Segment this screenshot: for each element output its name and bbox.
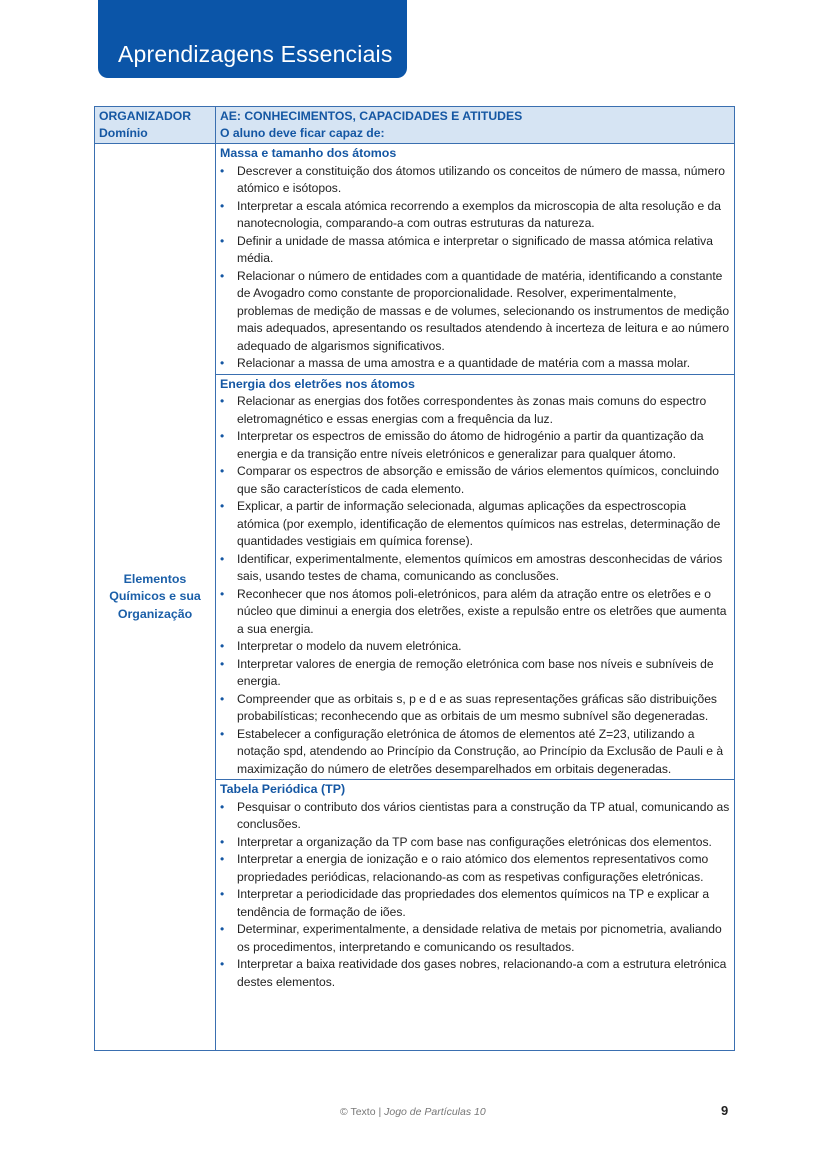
list-item: • Relacionar a massa de uma amostra e a quantidade de matéria com a massa molar. <box>220 355 730 373</box>
header-banner <box>98 0 407 78</box>
section-title: Tabela Periódica (TP) <box>220 782 346 796</box>
bullet-icon: • <box>220 957 225 971</box>
bullet-icon: • <box>220 499 225 513</box>
bullet-icon: • <box>220 356 225 370</box>
list-item: • Descrever a constituição dos átomos utilizando os conceitos de número de massa, número atómico e isótopos. <box>220 163 726 195</box>
bullet-icon: • <box>220 163 225 178</box>
bullet-icon: • <box>220 586 225 601</box>
section-title: Energia dos eletrões nos átomos <box>220 376 415 391</box>
list-item: • Interpretar a energia de ionização e o raio atómico dos elementos representativos como propriedades periódicas, relacionando-as com as respetivas configurações eletrónicas. <box>220 852 709 884</box>
learning-outcomes-table <box>94 106 735 1051</box>
list-item: • Definir a unidade de massa atómica e interpretar o significado de massa atómica relativa média. <box>220 233 713 265</box>
header-organizer: ORGANIZADOR Domínio <box>95 107 216 144</box>
bullet-icon: • <box>220 639 225 653</box>
list-item: • Interpretar a organização da TP com base nas configurações eletrónicas dos elementos. <box>220 834 730 852</box>
bullet-icon: • <box>220 464 225 478</box>
list-item: • Interpretar a escala atómica recorrendo a exemplos da microscopia de alta resolução e da nanotecnologia, comparando-a com outras estruturas da natureza. <box>220 198 722 230</box>
bullet-icon: • <box>220 887 225 901</box>
list-item: • Interpretar os espectros de emissão do átomo de hidrogénio a partir da quantização da energia e da transição entre níveis eletrónicos e generalizar para qualquer átomo. <box>220 429 704 461</box>
bullet-icon: • <box>220 726 225 741</box>
header-ae: AE: CONHECIMENTOS, CAPACIDADES E ATITUDES O aluno deve ficar capaz de: <box>216 107 735 144</box>
list-item: • Relacionar o número de entidades com a quantidade de matéria, identificando a constante de Avogadro como constante de proporcionalidade. Resolver, experimentalmente, problemas de medição de massas e de volumes, selecionando os instrumentos de medição mais adequados, apresentando os resultados atendendo à incerteza de leitura e ao número adequado de algarismos significativos. <box>220 268 730 353</box>
footer-credit: © Texto | Jogo de Partículas 10 <box>340 1106 486 1118</box>
list-item: • Comparar os espectros de absorção e emissão de vários elementos químicos, concluindo que são característicos de cada elemento. <box>220 464 719 496</box>
bullet-icon: • <box>220 799 225 814</box>
bullet-icon: • <box>220 656 225 671</box>
table-header-row <box>95 107 735 144</box>
list-item: • Determinar, experimentalmente, a densidade relativa de metais por picnometria, avaliando os procedimentos, interpretando e comunicando os resultados. <box>220 922 722 954</box>
book-title: Jogo de Partículas 10 <box>384 1106 486 1118</box>
list-item: • Relacionar as energias dos fotões correspondentes às zonas mais comuns do espectro eletromagnético e essas energias com a frequência da luz. <box>220 394 707 426</box>
bullet-icon: • <box>220 429 225 443</box>
list-item: • Compreender que as orbitais s, p e d e as suas representações gráficas são distribuições probabilísticas; reconhecendo que as orbitais de um mesmo subnível são degeneradas. <box>220 691 717 723</box>
domain-cell: Elementos Químicos e sua Organização <box>95 144 216 1051</box>
bullet-icon: • <box>220 852 225 866</box>
banner-title: Aprendizagens Essenciais <box>118 41 393 67</box>
bullet-icon: • <box>220 834 225 849</box>
bullet-icon: • <box>220 394 225 408</box>
bullet-icon: • <box>220 691 225 706</box>
list-item: • Pesquisar o contributo dos vários cientistas para a construção da TP atual, comunicando as conclusões. <box>220 799 730 831</box>
list-item: • Estabelecer a configuração eletrónica de átomos de elementos até Z=23, utilizando a notação spd, atendendo ao Princípio da Construção, ao Princípio da Exclusão de Pauli e à maximização do número de eletrões desemparelhados em orbitais degeneradas. <box>220 726 724 776</box>
section-energia <box>216 374 735 780</box>
bullet-icon: • <box>220 268 225 283</box>
section-title: Massa e tamanho dos átomos <box>220 146 397 160</box>
page-number: 9 <box>721 1103 729 1118</box>
list-item: • Interpretar valores de energia de remoção eletrónica com base nos níveis e subníveis de energia. <box>220 656 714 688</box>
list-item: • Identificar, experimentalmente, elementos químicos em amostras desconhecidas de vários sais, usando testes de chama, comunicando as conclusões. <box>220 551 723 583</box>
bullet-icon: • <box>220 922 225 936</box>
bullet-icon: • <box>220 551 225 566</box>
list-item: • Interpretar a baixa reatividade dos gases nobres, relacionando-a com a estrutura eletrónica destes elementos. <box>220 957 727 989</box>
table-row <box>95 144 735 375</box>
list-item: • Interpretar a periodicidade das propriedades dos elementos químicos na TP e explicar a tendência de formação de iões. <box>220 887 710 919</box>
section-massa <box>216 144 735 375</box>
bullet-icon: • <box>220 198 225 213</box>
section-tabela <box>216 780 735 1051</box>
bullet-icon: • <box>220 233 225 248</box>
list-item: • Explicar, a partir de informação selecionada, algumas aplicações da espectroscopia atómica (por exemplo, identificação de elementos químicos nas estrelas, determinação de quantidades vestigiais em química forense). <box>220 499 721 548</box>
list-item: • Interpretar o modelo da nuvem eletrónica. <box>220 638 730 656</box>
list-item: • Reconhecer que nos átomos poli-eletrónicos, para além da atração entre os eletrões e o núcleo que diminui a energia dos eletrões, existe a repulsão entre os eletrões que aumenta a sua energia. <box>220 586 727 636</box>
